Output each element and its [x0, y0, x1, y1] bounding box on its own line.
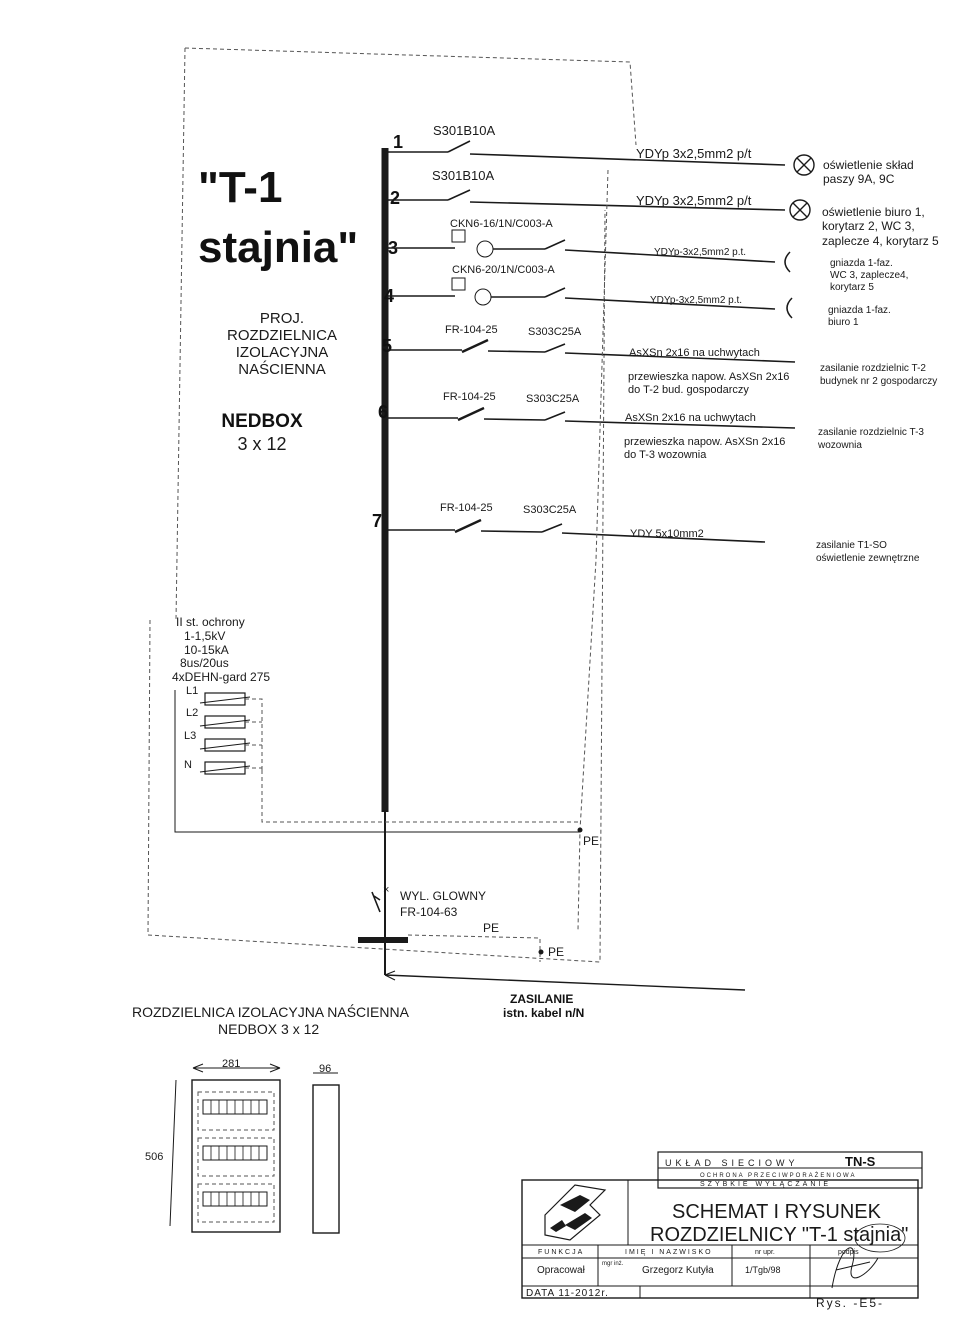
drawing-name-1: SCHEMAT I RYSUNEK — [672, 1201, 881, 1223]
circuit-num-3: 3 — [388, 238, 399, 258]
main-switch-line-1: WYL. GLOWNY — [400, 889, 487, 903]
circuit-5-switch: FR-104-25 — [445, 324, 498, 336]
protection-line-2: SZYBKIE WYŁĄCZANIE — [700, 1181, 832, 1188]
phase-n: N — [184, 759, 192, 771]
proj-line-1: PROJ. — [259, 310, 305, 327]
circuit-5-cable2b: do T-2 bud. gospodarczy — [628, 384, 749, 396]
circuit-4 — [388, 264, 891, 328]
circuit-5-device: S303C25A — [528, 326, 582, 338]
title-line-2: stajnia" — [198, 223, 359, 272]
phase-l2: L2 — [186, 707, 199, 719]
circuit-3-load-3: korytarz 5 — [830, 282, 874, 293]
person-name: Grzegorz Kutyła — [642, 1265, 714, 1276]
socket-icon — [787, 298, 792, 318]
circuit-7-device: S303C25A — [523, 504, 577, 516]
varistor-icon — [205, 716, 245, 728]
license-number: 1/Tgb/98 — [745, 1265, 781, 1275]
circuit-num-4: 4 — [384, 286, 395, 306]
varistor-icon — [205, 739, 245, 751]
phase-l1: L1 — [186, 685, 199, 697]
drawing-name-2: ROZDZIELNICY "T-1 stajnia" — [650, 1224, 909, 1246]
drawing-number: Rys. -E5- — [816, 1296, 885, 1310]
col-signature: podpis — [838, 1249, 859, 1256]
circuit-6-load-2: wozownia — [818, 440, 862, 451]
dim-height: 506 — [145, 1151, 164, 1163]
circuit-num-6: 6 — [378, 402, 389, 422]
varistor-icon — [205, 762, 245, 774]
pe-label-supply: PE — [548, 945, 565, 959]
svg-text:×: × — [383, 884, 390, 896]
protection-line-1: OCHRONA PRZECIWPORAŻENIOWA — [700, 1173, 857, 1179]
supply-line-2: istn. kabel n/N — [503, 1006, 585, 1020]
proj-line-2: ROZDZIELNICA — [226, 327, 338, 344]
circuit-4-device: CKN6-20/1N/C003-A — [452, 264, 555, 276]
circuit-6-device: S303C25A — [526, 393, 580, 405]
circuit-2-load-1: oświetlenie biuro 1, — [822, 205, 925, 219]
circuit-1-cable: YDYp 3x2,5mm2 p/t — [636, 146, 752, 161]
title-prefix: mgr inż. — [602, 1261, 624, 1267]
circuit-3-cable: YDYp-3x2,5mm2 p.t. — [654, 247, 747, 258]
circuit-num-7: 7 — [372, 511, 383, 531]
main-switch — [358, 884, 745, 990]
col-function: FUNKCJA — [538, 1249, 585, 1256]
cabinet-drawing — [145, 1058, 339, 1233]
circuit-3-load-2: WC 3, zaplecze4, — [830, 270, 909, 281]
circuit-5-cable2a: przewieszka napow. AsXSn 2x16 — [628, 371, 790, 383]
circuit-2-device: S301B10A — [432, 168, 495, 183]
drawing-date: DATA 11-2012r. — [526, 1288, 609, 1299]
circuit-4-load-1: gniazda 1-faz. — [828, 305, 891, 316]
circuit-3-load-1: gniazda 1-faz. — [830, 258, 893, 269]
circuit-num-2: 2 — [390, 188, 401, 208]
pe-riser — [578, 170, 608, 930]
pe-label: PE — [583, 834, 600, 848]
col-name: IMIĘ I NAZWISKO — [625, 1249, 713, 1256]
surge-line-1: II st. ochrony — [176, 615, 245, 629]
circuit-6 — [388, 391, 924, 461]
circuit-4-cable: YDYp-3x2,5mm2 p.t. — [650, 295, 743, 306]
surge-line-4: 8us/20us — [180, 656, 229, 670]
circuit-5-cable: AsXSn 2x16 na uchwytach — [629, 347, 760, 359]
circuit-7-switch: FR-104-25 — [440, 502, 493, 514]
model-size: 3 x 12 — [237, 434, 287, 454]
system-value: TN-S — [845, 1154, 876, 1169]
circuit-5-load-2: budynek nr 2 gospodarczy — [820, 376, 938, 387]
circuit-1-load-1: oświetlenie skład — [823, 158, 914, 172]
circuit-5 — [388, 324, 937, 396]
surge-line-2: 1-1,5kV — [184, 629, 226, 643]
circuit-6-load-1: zasilanie rozdzielnic T-3 — [818, 427, 924, 438]
circuit-6-cable2b: do T-3 wozownia — [624, 449, 707, 461]
dim-depth: 96 — [319, 1063, 332, 1075]
circuit-4-load-2: biuro 1 — [828, 317, 859, 328]
circuit-7-load-2: oświetlenie zewnętrzne — [816, 553, 920, 564]
circuit-7-cable: YDY 5x10mm2 — [630, 528, 704, 540]
circuit-6-switch: FR-104-25 — [443, 391, 496, 403]
title-block — [522, 1152, 922, 1310]
proj-line-4: NAŚCIENNA — [238, 361, 326, 378]
circuit-1-load-2: paszy 9A, 9C — [823, 172, 895, 186]
dim-width: 281 — [222, 1058, 241, 1070]
circuit-7 — [388, 502, 920, 564]
circuit-2-cable: YDYp 3x2,5mm2 p/t — [636, 193, 752, 208]
cabinet-side — [313, 1085, 339, 1233]
surge-line-5: 4xDEHN-gard 275 — [172, 670, 271, 684]
title-line-1: "T-1 — [198, 163, 283, 212]
circuit-num-5: 5 — [382, 336, 393, 356]
main-switch-line-2: FR-104-63 — [400, 905, 458, 919]
circuit-6-cable: AsXSn 2x16 na uchwytach — [625, 412, 756, 424]
circuit-6-cable2a: przewieszka napow. AsXSn 2x16 — [624, 436, 786, 448]
circuit-num-1: 1 — [393, 132, 404, 152]
model-name: NEDBOX — [221, 411, 303, 432]
socket-icon — [785, 252, 790, 272]
phase-l3: L3 — [184, 730, 197, 742]
pe-label-main: PE — [483, 921, 500, 935]
proj-line-3: IZOLACYJNA — [235, 344, 329, 361]
caption-line-2: NEDBOX 3 x 12 — [218, 1021, 320, 1037]
varistor-icon — [205, 693, 245, 705]
role: Opracował — [537, 1265, 585, 1276]
caption-line-1: ROZDZIELNICA IZOLACYJNA NAŚCIENNA — [132, 1004, 409, 1020]
surge-line-3: 10-15kA — [184, 643, 229, 657]
circuit-1-device: S301B10A — [433, 123, 496, 138]
company-logo — [545, 1185, 605, 1240]
col-license: nr upr. — [755, 1249, 775, 1256]
system-label: UKŁAD SIECIOWY — [665, 1158, 799, 1168]
circuit-2-load-3: zaplecze 4, korytarz 5 — [822, 234, 939, 248]
circuit-7-load-1: zasilanie T1-SO — [816, 540, 887, 551]
title-block-left — [198, 163, 358, 454]
circuit-2-load-2: korytarz 2, WC 3, — [822, 219, 915, 233]
circuit-5-load-1: zasilanie rozdzielnic T-2 — [820, 363, 926, 374]
supply-line-1: ZASILANIE — [510, 992, 574, 1006]
circuit-3-device: CKN6-16/1N/C003-A — [450, 218, 553, 230]
